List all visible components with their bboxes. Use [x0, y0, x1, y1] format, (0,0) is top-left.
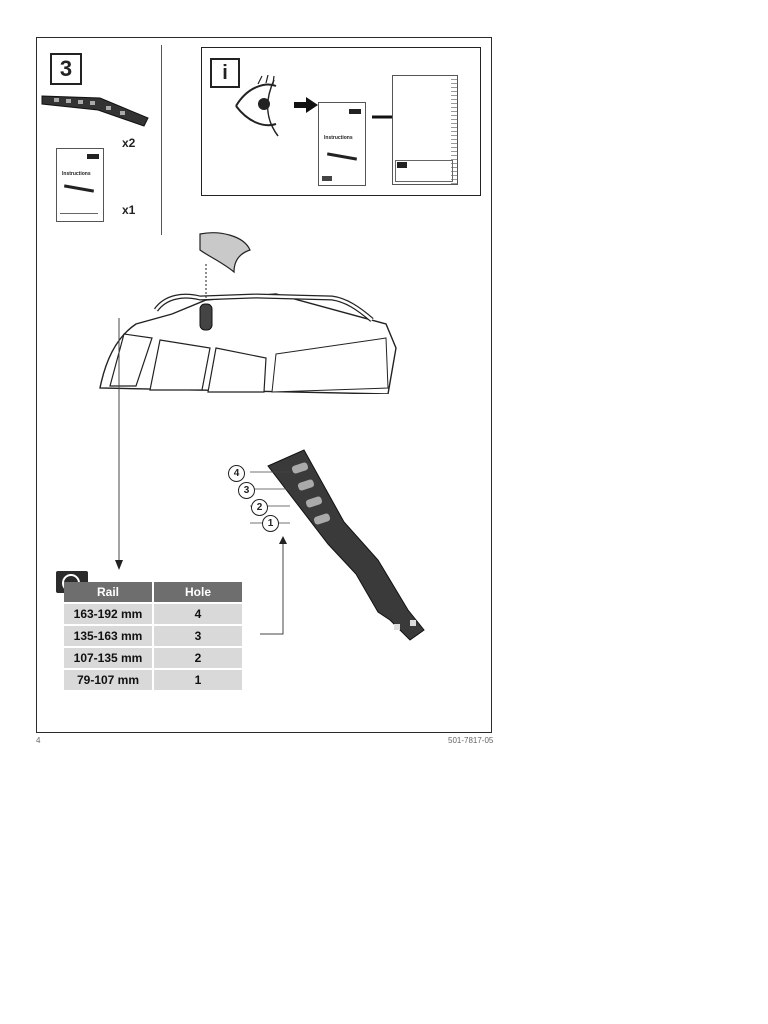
rail-range-cell: 135-163 mm	[64, 626, 152, 646]
arrow-right-icon	[294, 96, 318, 114]
booklet-title: Instructions	[62, 171, 91, 177]
hole-cell: 2	[152, 648, 242, 668]
hole-label-2: 2	[251, 499, 268, 516]
column-header-rail: Rail	[64, 582, 152, 602]
strap-quantity: x2	[122, 136, 136, 150]
instructions-booklet-info	[318, 102, 366, 186]
table-row	[64, 626, 242, 646]
hole-cell: 3	[152, 626, 242, 646]
rail-range-cell: 79-107 mm	[64, 670, 152, 690]
leader-arrow-to-strap	[260, 536, 290, 636]
eye-icon	[234, 72, 286, 140]
info-icon: i	[210, 58, 240, 88]
rail-range-cell: 163-192 mm	[64, 604, 152, 624]
car-roof-illustration	[96, 228, 402, 394]
hole-cell: 1	[152, 670, 242, 690]
hole-cell: 4	[152, 604, 242, 624]
table-header-row	[64, 582, 242, 602]
hole-label-3: 3	[238, 482, 255, 499]
page-number: 4	[36, 736, 41, 745]
rail-hole-table	[64, 580, 242, 692]
rail-range-cell: 107-135 mm	[64, 648, 152, 668]
table-row	[64, 648, 242, 668]
separator	[161, 45, 162, 235]
hole-label-4: 4	[228, 465, 245, 482]
column-header-hole: Hole	[152, 582, 242, 602]
strap-illustration	[40, 88, 150, 130]
table-row	[64, 670, 242, 690]
leader-arrow-to-table	[114, 318, 124, 570]
back-cover-sheet	[392, 75, 458, 185]
booklet-title-info: Instructions	[324, 135, 353, 141]
document-code: 501-7817-05	[448, 736, 494, 745]
hole-label-1: 1	[262, 515, 279, 532]
step-number: 3	[50, 53, 82, 85]
instructions-booklet	[56, 148, 104, 222]
table-row	[64, 604, 242, 624]
booklet-quantity: x1	[122, 203, 136, 217]
